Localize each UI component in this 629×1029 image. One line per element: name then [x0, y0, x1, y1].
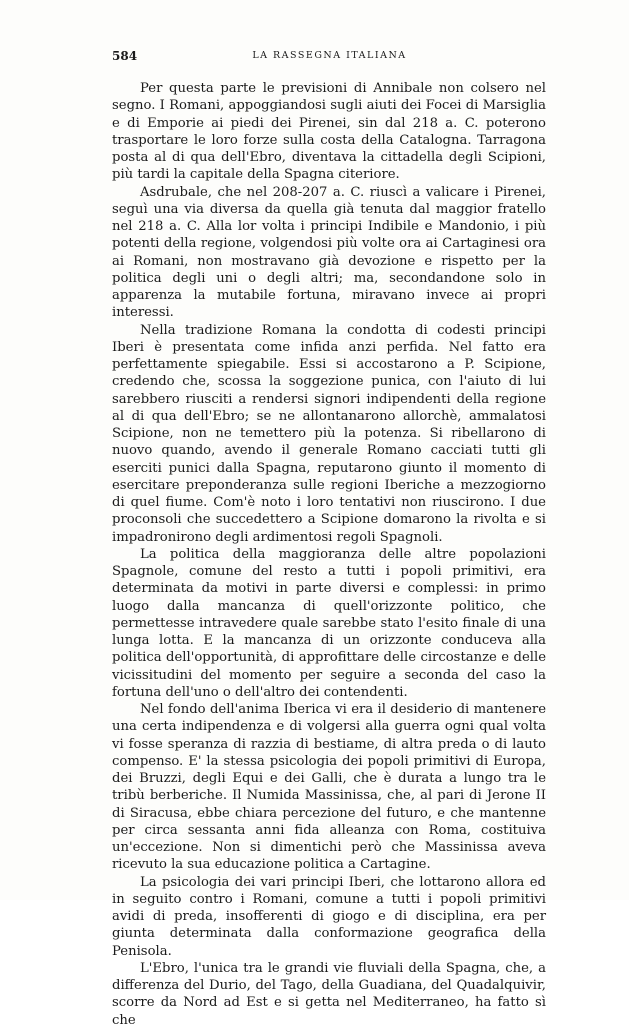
paragraph: Per questa parte le previsioni di Annibale non colsero nel segno. I Romani, appoggiandosi sugli aiuti dei Focei di Marsiglia e di Emporie ai piedi dei Pirenei, sin dal 218 a. C. poterono trasportare le loro forze sulla costa della Catalogna. Tarragona posta al di qua dell'Ebro, diventava la cittadella degli Scipioni, più tardi la capitale della Spagna citeriore. — [112, 81, 546, 183]
running-title: LA RASSEGNA ITALIANA — [252, 50, 407, 61]
paragraph: Nel fondo dell'anima Iberica vi era il desiderio di mantenere una certa indipendenza e di volgersi alla guerra ogni qual volta vi fosse speranza di razzia di bestiame, di altra preda o di lauto compenso. E' la stessa psicologia dei popoli primitivi di Europa, dei Bruzzi, degli Equi e dei Galli, che è durata a lungo tra le tribù berberiche. Il Numida Massinissa, che, al pari di Jerone II di Siracusa, ebbe chiara percezione del futuro, e che mantenne per circa sessanta anni fida alleanza con Roma, costituiva un'eccezione. Non si dimentichi però che Massinissa aveva ricevuto la sua educazione politica a Cartagine. — [112, 702, 546, 873]
paragraph: La politica della maggioranza delle altre popolazioni Spagnole, comune del resto a tutti i popoli primitivi, era determinata da motivi in parte diversi e complessi: in primo luogo dalla mancanza di quell'orizzonte politico, che permettesse intravedere quale sarebbe stato l'esito finale di una lunga lotta. E la mancanza di un orizzonte conduceva alla politica dell'opportunità, di approfittare delle circostanze e delle vicissitudini del momento per seguire a seconda del caso la fortuna dell'uno o dell'altro dei contendenti. — [112, 546, 546, 700]
paragraph: L'Ebro, l'unica tra le grandi vie fluviali della Spagna, che, a differenza del Durio, del Tago, della Guadiana, del Quadalquivir, scorre da Nord ad Est e si getta nel Mediterraneo, ha fatto sì che — [112, 960, 546, 1028]
page-header — [112, 48, 547, 64]
paragraph: La psicologia dei vari principi Iberi, che lottarono allora ed in seguito contro i Romani, comune a tutti i popoli primitivi avidi di preda, insofferenti di giogo e di disciplina, era per giunta determinata dalla conformazione geografica della Penisola. — [112, 874, 546, 959]
page-number: 584 — [112, 49, 138, 63]
paragraph: Asdrubale, che nel 208-207 a. C. riuscì a valicare i Pirenei, seguì una via diversa da quella già tenuta dal maggior fratello nel 218 a. C. Alla lor volta i principi Indibile e Mandonio, i più potenti della regione, volgendosi più volte ora ai Cartaginesi ora ai Romani, non mostravano già devozione e rispetto per la politica degli uni o degli altri; ma, secondandone solo in apparenza la mutabile fortuna, miravano invece ai propri interessi. — [112, 184, 546, 321]
body-text — [112, 80, 546, 1029]
paragraph: Nella tradizione Romana la condotta di codesti principi Iberi è presentata come infida anzi perfida. Nel fatto era perfettamente spiegabile. Essi si accostarono a P. Scipione, credendo che, scossa la soggezione punica, con l'aiuto di lui sarebbero riusciti a rendersi signori indipendenti della regione al di qua dell'Ebro; se ne allontanarono allorchè, ammalatosi Scipione, non ne temettero più la potenza. Si ribellarono di nuovo quando, avendo il generale Romano cacciati tutti gli eserciti punici dalla Spagna, reputarono giunto il momento di esercitare preponderanza sulle regioni Iberiche a mezzogiorno di quel fiume. Com'è noto i loro tentativi non riuscirono. I due proconsoli che succedettero a Scipione domarono la rivolta e si impadronirono degli ardimentosi regoli Spagnoli. — [112, 322, 546, 545]
